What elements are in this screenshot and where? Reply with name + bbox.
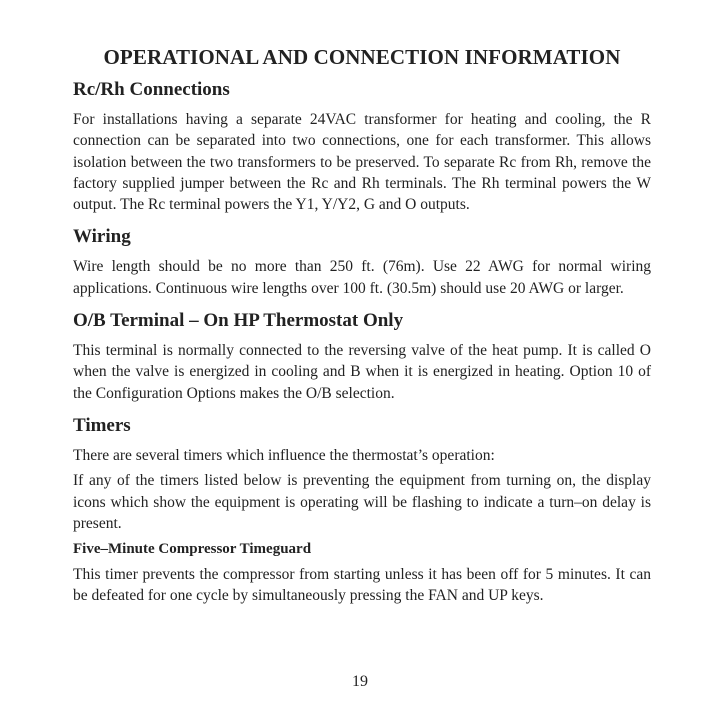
page-number: 19 (352, 673, 368, 690)
rc-rh-connections-paragraph: For installations having a separate 24VAC transformer for heating and cooling, the R connection can be separated into two connections, one for each transformer. This allows isolation between the two transformers to be preserved. To separate Rc from Rh, remove the factory supplied jumper between the Rc and Rh terminals. The Rh terminal powers the W output. The Rc terminal powers the Y1, Y/Y2, G and O outputs. (73, 111, 651, 214)
timers-intro-paragraph: There are several timers which influence the thermostat’s operation: (73, 446, 495, 464)
page-content (73, 44, 651, 607)
section-heading-rc-rh-connections: Rc/Rh Connections (73, 79, 230, 100)
section-heading-wiring: Wiring (73, 226, 131, 248)
section-heading-timers: Timers (73, 414, 131, 436)
subsection-heading-compressor-timeguard: Five–Minute Compressor Timeguard (73, 541, 312, 558)
wiring-paragraph: Wire length should be no more than 250 ft. (76m). Use 22 AWG for normal wiring applications. Continuous wire lengths over 100 ft. (30.5m) should use 20 AWG or larger. (73, 258, 651, 297)
section-heading-ob-terminal: O/B Terminal – On HP Thermostat Only (73, 310, 404, 332)
timers-flashing-paragraph: If any of the timers listed below is preventing the equipment from turning on, the display icons which show the equipment is operating will be flashing to indicate a turn–on delay is present. (73, 472, 651, 532)
ob-terminal-paragraph: This terminal is normally connected to the reversing valve of the heat pump. It is called O when the valve is energized in cooling and B when it is energized in heating. Option 10 of the Configuration Options makes the O/B selection. (73, 342, 651, 402)
page-title: OPERATIONAL AND CONNECTION INFORMATION (103, 45, 621, 69)
compressor-timeguard-paragraph: This timer prevents the compressor from starting unless it has been off for 5 minutes. It can be defeated for one cycle by simultaneously pressing the FAN and UP keys. (73, 566, 651, 605)
